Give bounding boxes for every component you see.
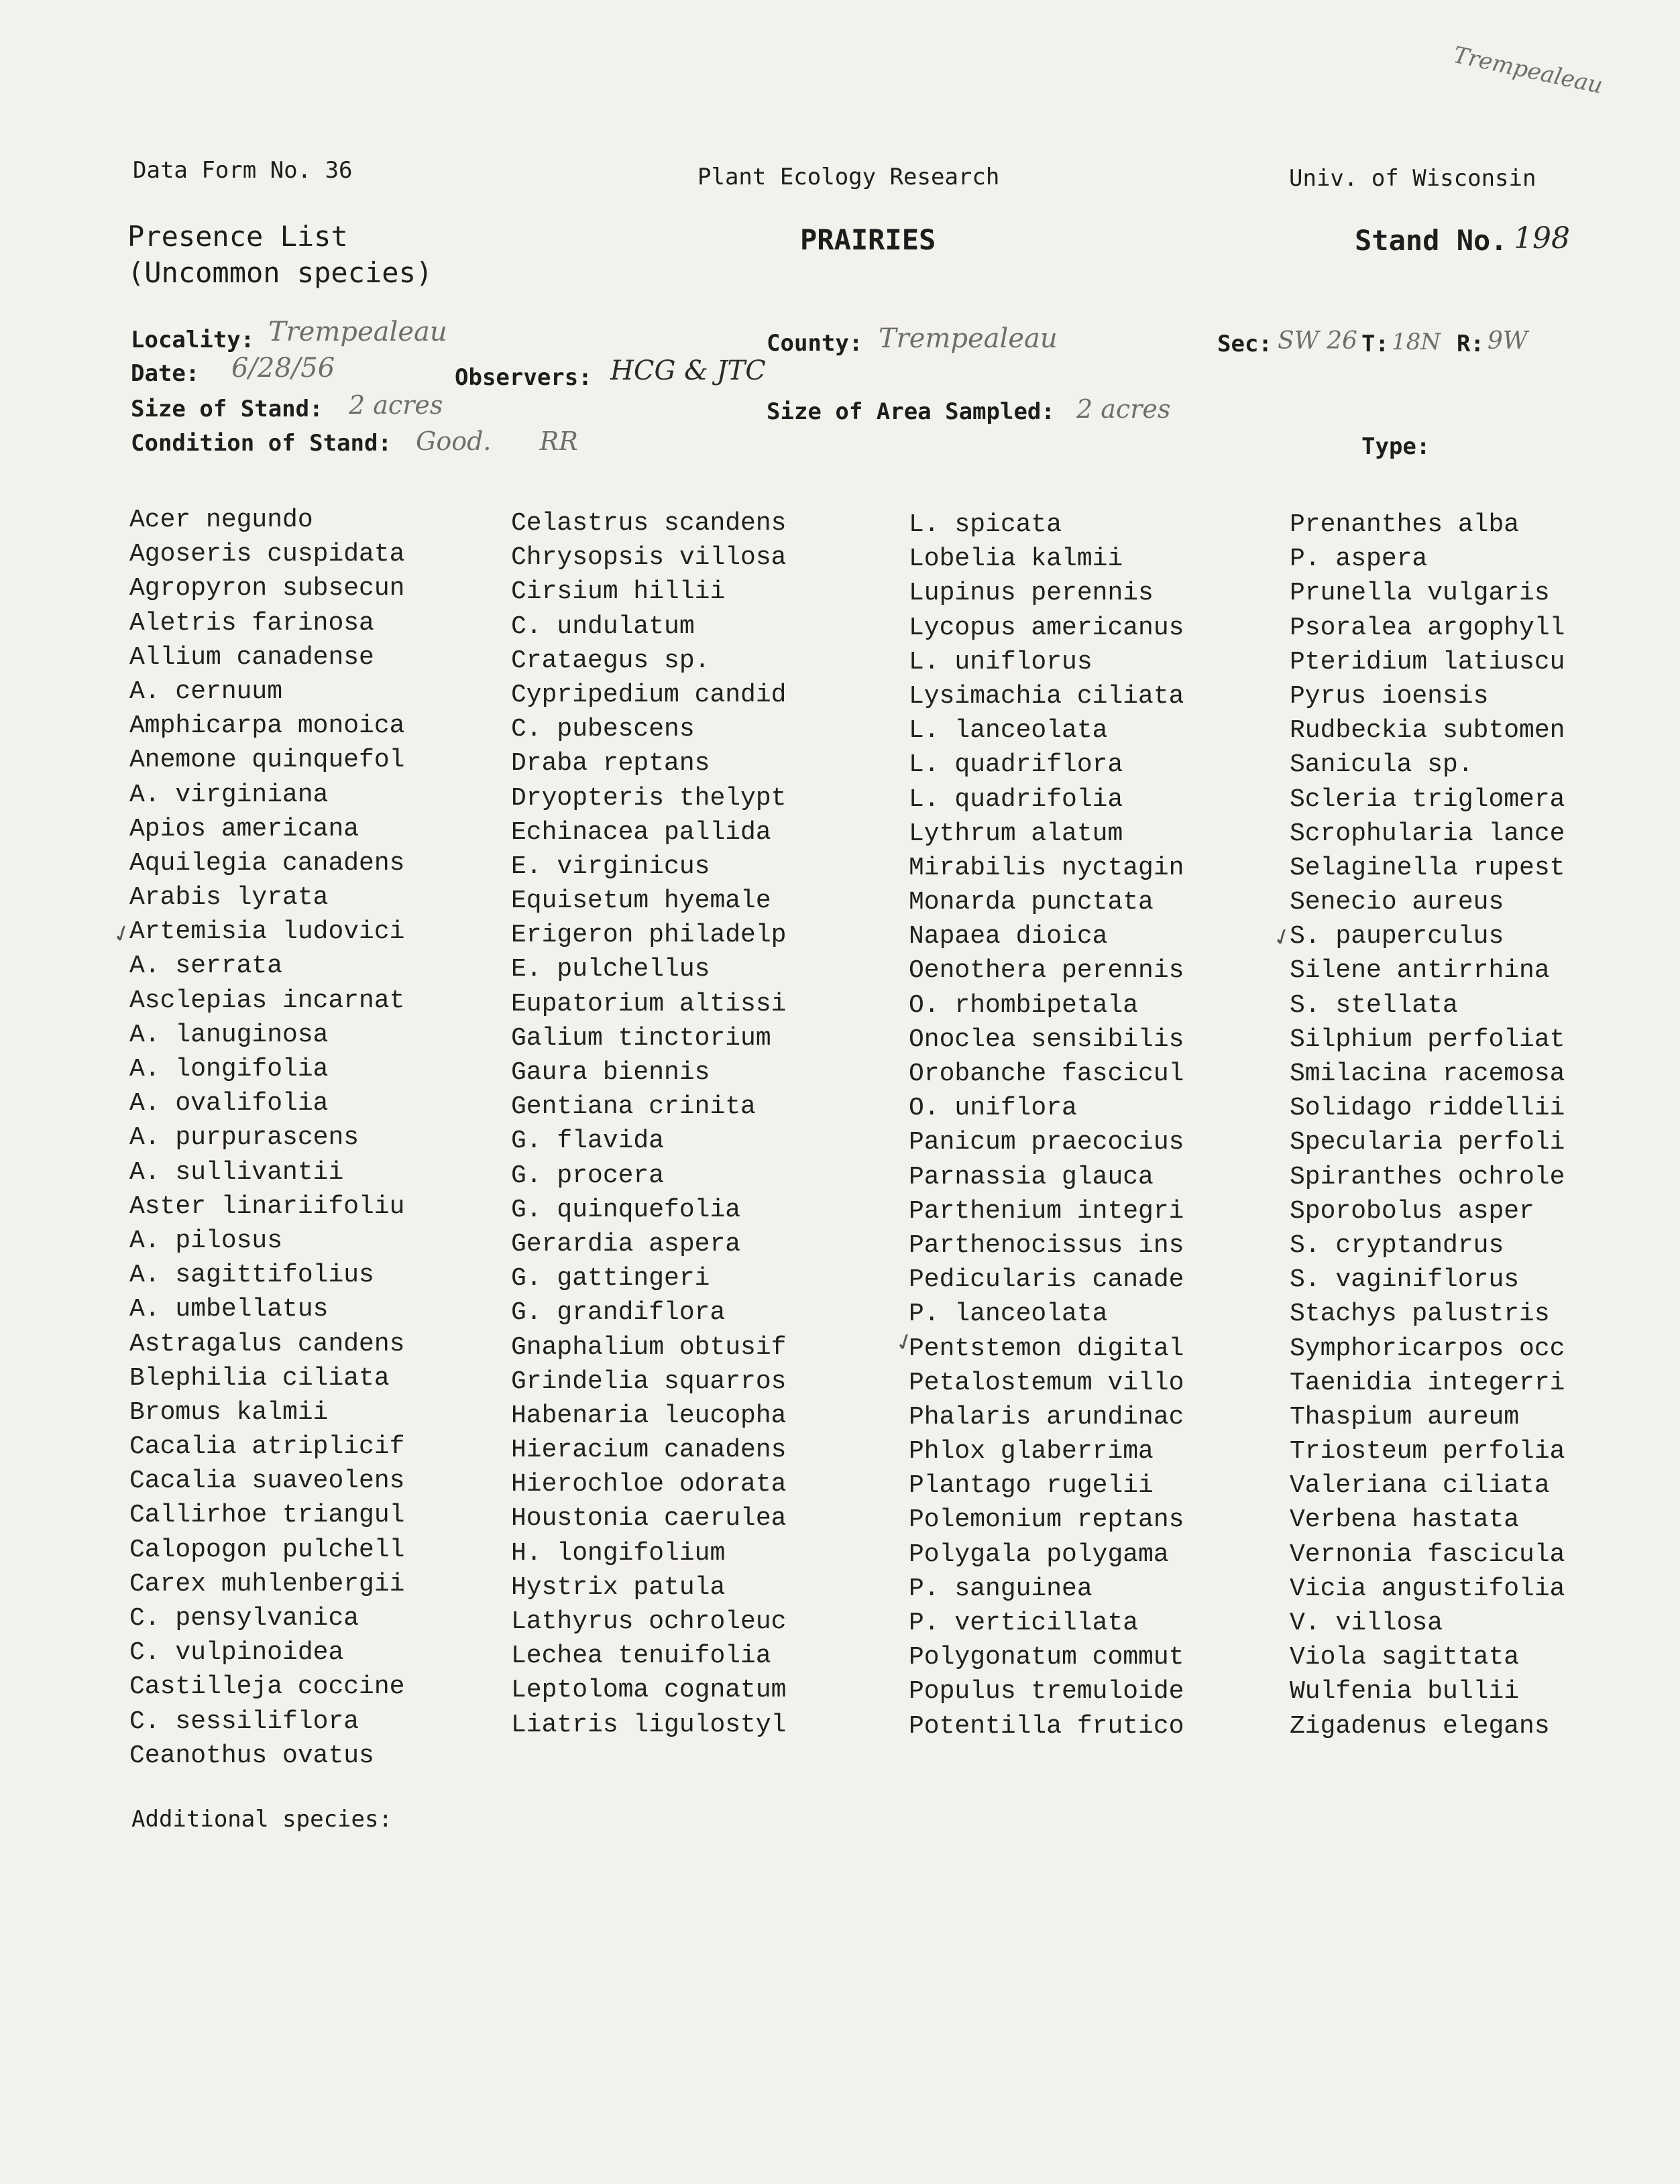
species-item: Verbena hastata [1290, 1505, 1520, 1535]
species-item: Castilleja coccine [129, 1672, 405, 1702]
species-item: Panicum praecocius [909, 1128, 1184, 1157]
species-column-2 [511, 506, 786, 1742]
type-label: Type: [1361, 433, 1431, 460]
species-item: Psoralea argophyll [1290, 613, 1565, 642]
species-item: Cacalia suaveolens [129, 1467, 405, 1496]
species-item: Symphoricarpos occ [1290, 1334, 1565, 1363]
range-value: 9W [1488, 327, 1528, 355]
list-title: Presence List [127, 220, 348, 253]
date-value: 6/28/56 [231, 353, 335, 384]
species-item: Spiranthes ochrole [1290, 1162, 1565, 1192]
species-item: L. uniflorus [909, 647, 1093, 677]
species-item: Pteridium latiuscu [1290, 647, 1565, 677]
species-item: Agoseris cuspidata [129, 540, 405, 569]
species-item: Oenothera perennis [909, 956, 1184, 986]
species-item: Mirabilis nyctagin [909, 853, 1184, 882]
observers-value: HCG & JTC [610, 355, 766, 386]
species-item: P. sanguinea [909, 1574, 1093, 1603]
species-item: Zigadenus elegans [1290, 1711, 1550, 1741]
check-mark-icon: ✓ [1269, 921, 1296, 954]
species-item: Equisetum hyemale [511, 886, 771, 916]
species-item: Grindelia squarros [511, 1367, 787, 1396]
species-item: Amphicarpa monoica [129, 711, 405, 741]
species-item: Lobelia kalmii [909, 544, 1123, 574]
species-item: Dryopteris thelypt [511, 783, 787, 813]
species-item: Lathyrus ochroleuc [511, 1607, 787, 1636]
species-item: A. sullivantii [129, 1157, 344, 1187]
species-item: Draba reptans [511, 749, 710, 779]
species-item: Arabis lyrata [129, 883, 329, 913]
species-item: V. villosa [1290, 1609, 1443, 1637]
species-item: S. stellata [1290, 990, 1458, 1020]
locality-label: Locality: [131, 327, 255, 353]
species-item: Habenaria leucopha [511, 1401, 787, 1430]
species-item: A. sagittifolius [129, 1261, 374, 1290]
species-item: Liatris ligulostyl [511, 1710, 787, 1739]
species-item: Onoclea sensibilis [909, 1025, 1184, 1054]
species-item: G. procera [511, 1161, 665, 1190]
species-item: Acer negundo [129, 506, 313, 534]
species-item: Cypripedium candid [511, 680, 787, 709]
species-item: Anemone quinquefol [129, 746, 405, 775]
species-item: Allium canadense [129, 642, 374, 672]
species-item: Polygonatum commut [909, 1643, 1184, 1672]
date-label: Date: [131, 360, 200, 387]
species-item: Celastrus scandens [511, 509, 787, 538]
species-item: Gerardia aspera [511, 1229, 741, 1259]
species-item: Parthenocissus ins [909, 1230, 1184, 1260]
size-of-stand-label: Size of Stand: [131, 396, 323, 422]
organization: Plant Ecology Research [697, 164, 1000, 190]
species-item: Hystrix patula [511, 1572, 726, 1602]
species-item: Triosteum perfolia [1290, 1437, 1565, 1467]
species-item: Parnassia glauca [909, 1162, 1154, 1192]
species-item: E. virginicus [511, 852, 710, 881]
township-label: T: [1361, 331, 1389, 357]
species-item: Artemisia ludovici [129, 917, 405, 947]
species-item: L. spicata [909, 510, 1062, 539]
species-item: Cacalia atriplicif [129, 1432, 405, 1462]
species-item: Prunella vulgaris [1290, 579, 1550, 608]
species-item: Galium tinctorium [511, 1023, 771, 1053]
species-item: Aletris farinosa [129, 608, 374, 638]
species-item: E. pulchellus [511, 955, 710, 984]
species-item: Hieracium canadens [511, 1436, 787, 1465]
county-value: Trempealeau [879, 323, 1058, 354]
species-item: Petalostemum villo [909, 1368, 1184, 1397]
species-item: Crataegus sp. [511, 646, 710, 675]
size-of-area-value: 2 acres [1076, 394, 1171, 424]
species-item: C. undulatum [511, 612, 695, 641]
university: Univ. of Wisconsin [1289, 165, 1536, 192]
species-item: S. pauperculus [1290, 922, 1504, 952]
species-item: Apios americana [129, 814, 359, 844]
species-item: Carex muhlenbergii [129, 1569, 405, 1599]
species-item: C. pubescens [511, 715, 695, 744]
species-item: Leptoloma cognatum [511, 1676, 787, 1705]
species-item: Lycopus americanus [909, 613, 1184, 642]
species-item: Vernonia fascicula [1290, 1540, 1565, 1569]
form-number: Data Form No. 36 [133, 157, 353, 184]
species-item: A. longifolia [129, 1055, 329, 1084]
species-item: Hierochloe odorata [511, 1470, 787, 1499]
sec-value: SW 26 [1278, 327, 1357, 355]
species-item: Napaea dioica [909, 922, 1108, 952]
species-item: G. quinquefolia [511, 1195, 741, 1224]
species-item: Gaura biennis [511, 1058, 710, 1087]
species-item: Silene antirrhina [1290, 956, 1550, 986]
stand-label: Stand No. [1355, 224, 1508, 257]
species-item: P. lanceolata [909, 1300, 1108, 1329]
species-item: Parthenium integri [909, 1196, 1184, 1226]
species-item: Specularia perfoli [1290, 1128, 1565, 1157]
species-item: Asclepias incarnat [129, 986, 405, 1015]
species-item: Wulfenia bullii [1290, 1677, 1520, 1707]
species-item: Viola sagittata [1290, 1643, 1520, 1672]
species-item: O. rhombipetala [909, 990, 1139, 1020]
species-item: Silphium perfoliat [1290, 1025, 1565, 1054]
species-item: O. uniflora [909, 1094, 1077, 1123]
species-item: Plantago rugelii [909, 1471, 1154, 1501]
species-item: Agropyron subsecun [129, 574, 405, 604]
species-item: Aster linariifoliu [129, 1192, 405, 1221]
species-item: Lupinus perennis [909, 579, 1154, 608]
species-item: A. pilosus [129, 1226, 283, 1255]
species-item: Eupatorium altissi [511, 989, 787, 1019]
species-item: Aquilegia canadens [129, 848, 405, 878]
species-item: P. aspera [1290, 544, 1428, 574]
additional-species-label: Additional species: [131, 1806, 392, 1833]
species-item: Orobanche fascicul [909, 1059, 1184, 1088]
species-item: Lysimachia ciliata [909, 681, 1184, 711]
species-item: A. lanuginosa [129, 1020, 329, 1049]
species-item: Lechea tenuifolia [511, 1642, 771, 1671]
species-item: L. lanceolata [909, 716, 1108, 746]
species-item: Valeriana ciliata [1290, 1471, 1550, 1501]
species-item: Erigeron philadelp [511, 921, 787, 950]
species-item: S. vaginiflorus [1290, 1265, 1520, 1295]
species-item: Sanicula sp. [1290, 750, 1473, 780]
species-item: Scrophularia lance [1290, 819, 1565, 848]
species-item: A. serrata [129, 952, 283, 981]
species-item: Cirsium hillii [511, 577, 726, 607]
species-item: L. quadriflora [909, 750, 1123, 780]
species-item: Prenanthes alba [1290, 510, 1520, 539]
species-item: Lythrum alatum [909, 819, 1123, 848]
species-item: Gnaphalium obtusif [511, 1332, 787, 1362]
species-item: L. quadrifolia [909, 785, 1123, 814]
species-item: Astragalus candens [129, 1329, 405, 1359]
species-item: Thaspium aureum [1290, 1402, 1520, 1432]
category-title: PRAIRIES [800, 223, 936, 256]
species-item: Ceanothus ovatus [129, 1741, 374, 1770]
species-item: Populus tremuloide [909, 1677, 1184, 1707]
species-item: Houstonia caerulea [511, 1504, 787, 1534]
stand-number: 198 [1514, 221, 1570, 255]
species-item: Polygala polygama [909, 1540, 1169, 1569]
species-item: Scleria triglomera [1290, 785, 1565, 814]
species-item: G. gattingeri [511, 1264, 710, 1294]
sec-label: Sec: [1217, 331, 1272, 357]
species-item: C. vulpinoidea [129, 1638, 344, 1668]
species-item: Pedicularis canade [909, 1265, 1184, 1295]
species-item: Potentilla frutico [909, 1711, 1184, 1741]
species-item: Rudbeckia subtomen [1290, 716, 1565, 746]
species-item: Chrysopsis villosa [511, 543, 787, 573]
check-mark-icon: ✓ [891, 1326, 919, 1359]
species-item: A. virginiana [129, 780, 329, 809]
species-item: Blephilia ciliata [129, 1363, 390, 1393]
species-item: A. ovalifolia [129, 1089, 329, 1118]
observers-label: Observers: [455, 364, 592, 391]
species-item: Vicia angustifolia [1290, 1574, 1565, 1603]
species-item: Sporobolus asper [1290, 1196, 1534, 1226]
species-item: S. cryptandrus [1290, 1230, 1504, 1260]
species-item: G. flavida [511, 1127, 665, 1156]
list-subtitle: (Uncommon species) [127, 256, 433, 289]
species-item: Bromus kalmii [129, 1397, 329, 1427]
species-item: A. cernuum [129, 677, 283, 706]
species-item: P. verticillata [909, 1609, 1139, 1637]
species-item: Solidago riddellii [1290, 1094, 1565, 1123]
species-item: Phalaris arundinac [909, 1402, 1184, 1432]
species-item: Echinacea pallida [511, 817, 771, 847]
species-item: Pyrus ioensis [1290, 681, 1489, 711]
species-item: Gentiana crinita [511, 1092, 756, 1122]
species-item: Selaginella rupest [1290, 853, 1565, 882]
condition-label: Condition of Stand: [131, 430, 392, 457]
species-item: Monarda punctata [909, 888, 1154, 917]
size-of-stand-value: 2 acres [349, 390, 443, 420]
species-item: Callirhoe triangul [129, 1501, 405, 1530]
township-value: 18N [1392, 329, 1441, 355]
species-item: G. grandiflora [511, 1298, 726, 1328]
species-item: Phlox glaberrima [909, 1437, 1154, 1467]
range-label: R: [1457, 331, 1484, 357]
species-item: A. umbellatus [129, 1295, 329, 1324]
species-item: Calopogon pulchell [129, 1535, 405, 1564]
size-of-area-label: Size of Area Sampled: [767, 398, 1055, 425]
check-mark-icon: ✓ [109, 918, 136, 950]
species-item: Pentstemon digital [909, 1334, 1184, 1363]
handwritten-note-top: Trempealeau [1451, 41, 1606, 100]
species-item: C. sessiliflora [129, 1707, 359, 1736]
species-item: Taenidia integerri [1290, 1368, 1565, 1397]
condition-value: Good. RR [416, 426, 578, 456]
species-item: Smilacina racemosa [1290, 1059, 1565, 1088]
species-item: H. longifolium [511, 1538, 726, 1568]
species-item: Senecio aureus [1290, 888, 1504, 917]
species-item: C. pensylvanica [129, 1604, 359, 1633]
county-label: County: [767, 330, 863, 357]
species-column-1 [129, 503, 404, 1773]
species-item: Polemonium reptans [909, 1505, 1184, 1535]
species-item: A. purpurascens [129, 1123, 359, 1153]
species-column-4 [1290, 508, 1565, 1743]
species-column-3 [909, 508, 1184, 1743]
locality-value: Trempealeau [268, 317, 447, 347]
species-item: Stachys palustris [1290, 1300, 1550, 1329]
